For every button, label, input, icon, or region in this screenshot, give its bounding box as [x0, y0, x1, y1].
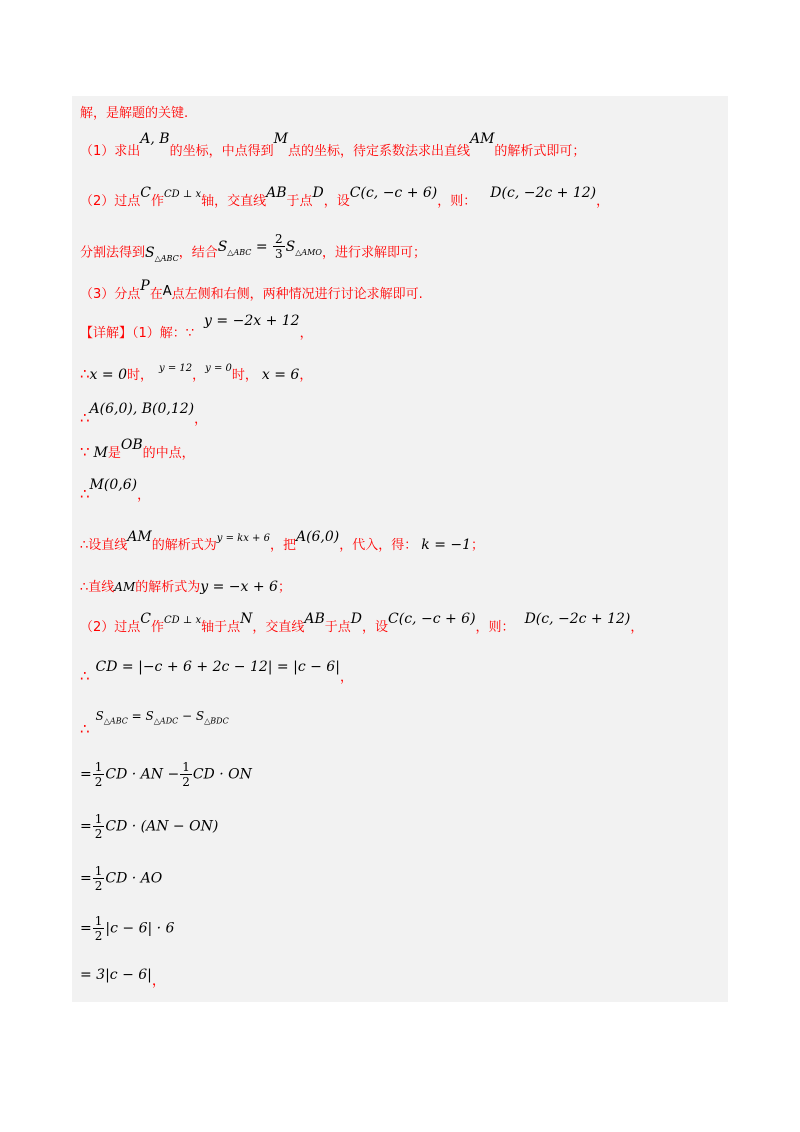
hint-2-text-c: 于点	[286, 194, 313, 209]
math-CD-perp-x: CD ⊥ x	[164, 189, 202, 200]
eq-sign: =	[80, 818, 92, 835]
line-eq-2	[80, 812, 218, 841]
math-S-amo-sub: △AMO	[295, 247, 322, 257]
hint-3-text-b: ，结合	[178, 245, 218, 261]
line-detail-9	[80, 656, 353, 685]
frac-den: 3	[275, 247, 283, 261]
semicolon: ；	[471, 538, 485, 553]
frac-den: 2	[94, 879, 103, 893]
math-OB: OB	[120, 437, 143, 453]
hint-1-label: （1）求出	[80, 144, 141, 159]
math-N: N	[240, 611, 253, 627]
line-detail-6	[80, 529, 485, 553]
frac-den: 2	[94, 929, 103, 943]
math-CD-length: CD = |−c + 6 + 2c − 12| = |c − 6|	[95, 659, 340, 675]
hint-1-text-a: 的坐标，中点得到	[169, 144, 274, 159]
semicolon: ；	[277, 580, 291, 595]
frac-num: 1	[94, 760, 103, 774]
comma: ，	[299, 368, 313, 383]
math-AB: A, B	[140, 131, 170, 147]
math-AM: AM	[469, 131, 495, 147]
math-C-coord: C(c, −c + 6)	[388, 611, 476, 627]
line-eq-3	[80, 864, 162, 893]
line-detail-2	[80, 364, 312, 383]
line-eq-4	[80, 914, 174, 943]
math-y-kx6: y = kx + 6	[216, 533, 270, 544]
text-let: ，设	[362, 620, 389, 635]
letter-A: A	[162, 284, 172, 299]
math-S-adc-sub: △ADC	[153, 716, 179, 726]
hint-4-text-a: 在	[149, 287, 163, 302]
eq-sign: =	[80, 766, 92, 783]
math-term: |c − 6| · 6	[105, 920, 175, 937]
line-detail-7	[80, 576, 291, 595]
because-symbol: ∵	[80, 443, 90, 461]
math-term-1: CD · AN −	[105, 766, 180, 783]
math-D: D	[312, 185, 324, 201]
math-S-adc: = S	[127, 709, 154, 723]
math-S-amo: S	[285, 238, 296, 255]
math-y12: y = 12	[159, 363, 193, 374]
math-S-bdc-sub: △BDC	[204, 716, 229, 726]
math-C: C	[140, 611, 151, 627]
comma: ，	[630, 620, 644, 635]
fraction-half	[93, 812, 105, 841]
math-D: D	[350, 611, 363, 627]
therefore-symbol: ∴	[80, 365, 90, 383]
fraction-half	[93, 864, 105, 893]
math-AB-coords: A(6,0), B(0,12)	[89, 401, 195, 417]
text-at-point: 于点	[324, 620, 351, 635]
comma: ，	[137, 488, 151, 503]
therefore-symbol: ∴	[80, 720, 90, 738]
math-term: CD · (AN − ON)	[105, 818, 219, 835]
text-therefore-line: ∴直线	[80, 580, 115, 595]
line-hint-3: 分割法得到$S_{\triangle ABC}$，结合$S_{\triangle ABC}$ = $\frac{2}{3}$ $S_{\triangle AMO}$，进行求解即可；	[80, 232, 426, 263]
comma: ，	[299, 326, 313, 341]
eq-sign: =	[80, 870, 92, 887]
line-detail-3	[80, 398, 208, 427]
text-get: ，代入，得：	[339, 538, 418, 553]
hint-4-text-b: 点左侧和右侧，两种情况进行讨论求解即可.	[171, 287, 423, 302]
math-S: S	[145, 244, 155, 261]
frac-den: 2	[94, 775, 103, 789]
text-is: 是	[107, 446, 121, 461]
frac-num: 1	[94, 914, 103, 928]
math-S-sub: △ABC	[154, 253, 179, 263]
hint-3-text-c: ，进行求解即可；	[321, 245, 426, 261]
text-when: 时，	[126, 368, 153, 383]
math-P: P	[140, 278, 150, 294]
line-hint-1	[80, 131, 586, 159]
math-S-abc: S	[217, 238, 228, 255]
fraction-half	[180, 760, 192, 789]
therefore-symbol: ∴	[80, 667, 90, 685]
therefore-symbol: ∴	[80, 409, 90, 427]
text-when: 时，	[231, 368, 258, 383]
text-intersect: ，交直线	[252, 620, 305, 635]
hint-4-label: （3）分点	[80, 287, 141, 302]
math-C: C	[140, 185, 151, 201]
math-k-neg1: k = −1	[421, 537, 472, 553]
line-detail-8	[80, 611, 644, 635]
text-then: ，则：	[475, 620, 515, 635]
math-y-negx6: y = −x + 6	[200, 579, 278, 595]
line-detail-4	[80, 437, 195, 461]
line-detail-5	[80, 474, 151, 503]
math-S-bdc: − S	[178, 709, 205, 723]
math-D-coord: D(c, −2c + 12)	[490, 185, 597, 201]
text-set-line: ∴设直线	[80, 538, 128, 553]
hint-2-text-a: 作	[151, 194, 165, 209]
math-M-coords: M(0,6)	[89, 477, 138, 493]
frac-num: 1	[94, 864, 103, 878]
line-detail-10	[80, 706, 229, 738]
text-midpoint: 的中点，	[142, 446, 195, 461]
line-detail-1	[80, 313, 313, 341]
math-AB-line: AB	[266, 185, 287, 201]
intro-text: 解，是解题的关键.	[80, 106, 189, 121]
fraction-half	[93, 914, 105, 943]
eq-sign: =	[80, 920, 92, 937]
hint-2-text-d: ，设	[323, 194, 350, 209]
line-hint-4	[80, 278, 423, 302]
math-C-coord: C(c, −c + 6)	[349, 185, 438, 201]
hint-2-text-e: ，则：	[437, 194, 477, 209]
hint-2-text-f: ，	[596, 194, 610, 209]
text-equation-is: 的解析式为	[151, 538, 217, 553]
math-CD-perp-x: CD ⊥ x	[164, 615, 202, 626]
math-AM: AM	[127, 529, 152, 545]
hint-2-label: （2）过点	[80, 194, 141, 209]
math-S-abc-sub: △ABC	[103, 716, 128, 726]
fraction-two-thirds	[273, 232, 285, 261]
math-term: CD · AO	[105, 870, 163, 887]
frac-den: 2	[94, 827, 103, 841]
frac-den: 2	[182, 775, 190, 789]
comma: ，	[339, 670, 353, 685]
math-D-coord: D(c, −2c + 12)	[524, 611, 631, 627]
math-x0: x = 0	[89, 367, 127, 383]
line-hint-2	[80, 185, 610, 209]
frac-num: 1	[182, 760, 190, 774]
hint-1-text-b: 点的坐标，待定系数法求出直线	[287, 144, 470, 159]
line-eq-5	[80, 964, 166, 989]
fraction-half	[93, 760, 105, 789]
line-intro	[80, 102, 188, 121]
text-equation-is: 的解析式为	[135, 580, 201, 595]
math-result: = 3|c − 6|	[80, 967, 152, 983]
math-y0: y = 0	[205, 363, 232, 374]
comma: ，	[192, 368, 206, 383]
math-AB: AB	[304, 611, 325, 627]
math-A60: A(6,0)	[295, 529, 340, 545]
detail-heading: 【详解】（1）解：∵	[80, 326, 195, 341]
text-axis-at: 轴于点	[201, 620, 241, 635]
line-eq-1	[80, 760, 252, 789]
frac-num: 2	[275, 232, 283, 246]
math-line-eq: y = −2x + 12	[204, 313, 300, 329]
math-term-2: CD · ON	[192, 766, 252, 783]
text-substitute: ，把	[269, 538, 296, 553]
math-S-abc: S	[95, 709, 104, 723]
math-AM: AM	[114, 580, 136, 594]
text-draw: 作	[151, 620, 165, 635]
math-M-pt: M	[93, 445, 108, 461]
frac-num: 1	[94, 812, 103, 826]
therefore-symbol: ∴	[80, 485, 90, 503]
hint-1-text-c: 的解析式即可；	[494, 144, 586, 159]
math-S-abc-sub: △ABC	[227, 247, 252, 257]
math-x6: x = 6	[261, 367, 300, 383]
comma: ，	[151, 973, 166, 989]
math-M: M	[273, 131, 288, 147]
hint-3-text-a: 分割法得到	[80, 245, 146, 261]
part-2-label: （2）过点	[80, 620, 141, 635]
comma: ，	[194, 412, 208, 427]
hint-2-text-b: 轴，交直线	[201, 194, 267, 209]
